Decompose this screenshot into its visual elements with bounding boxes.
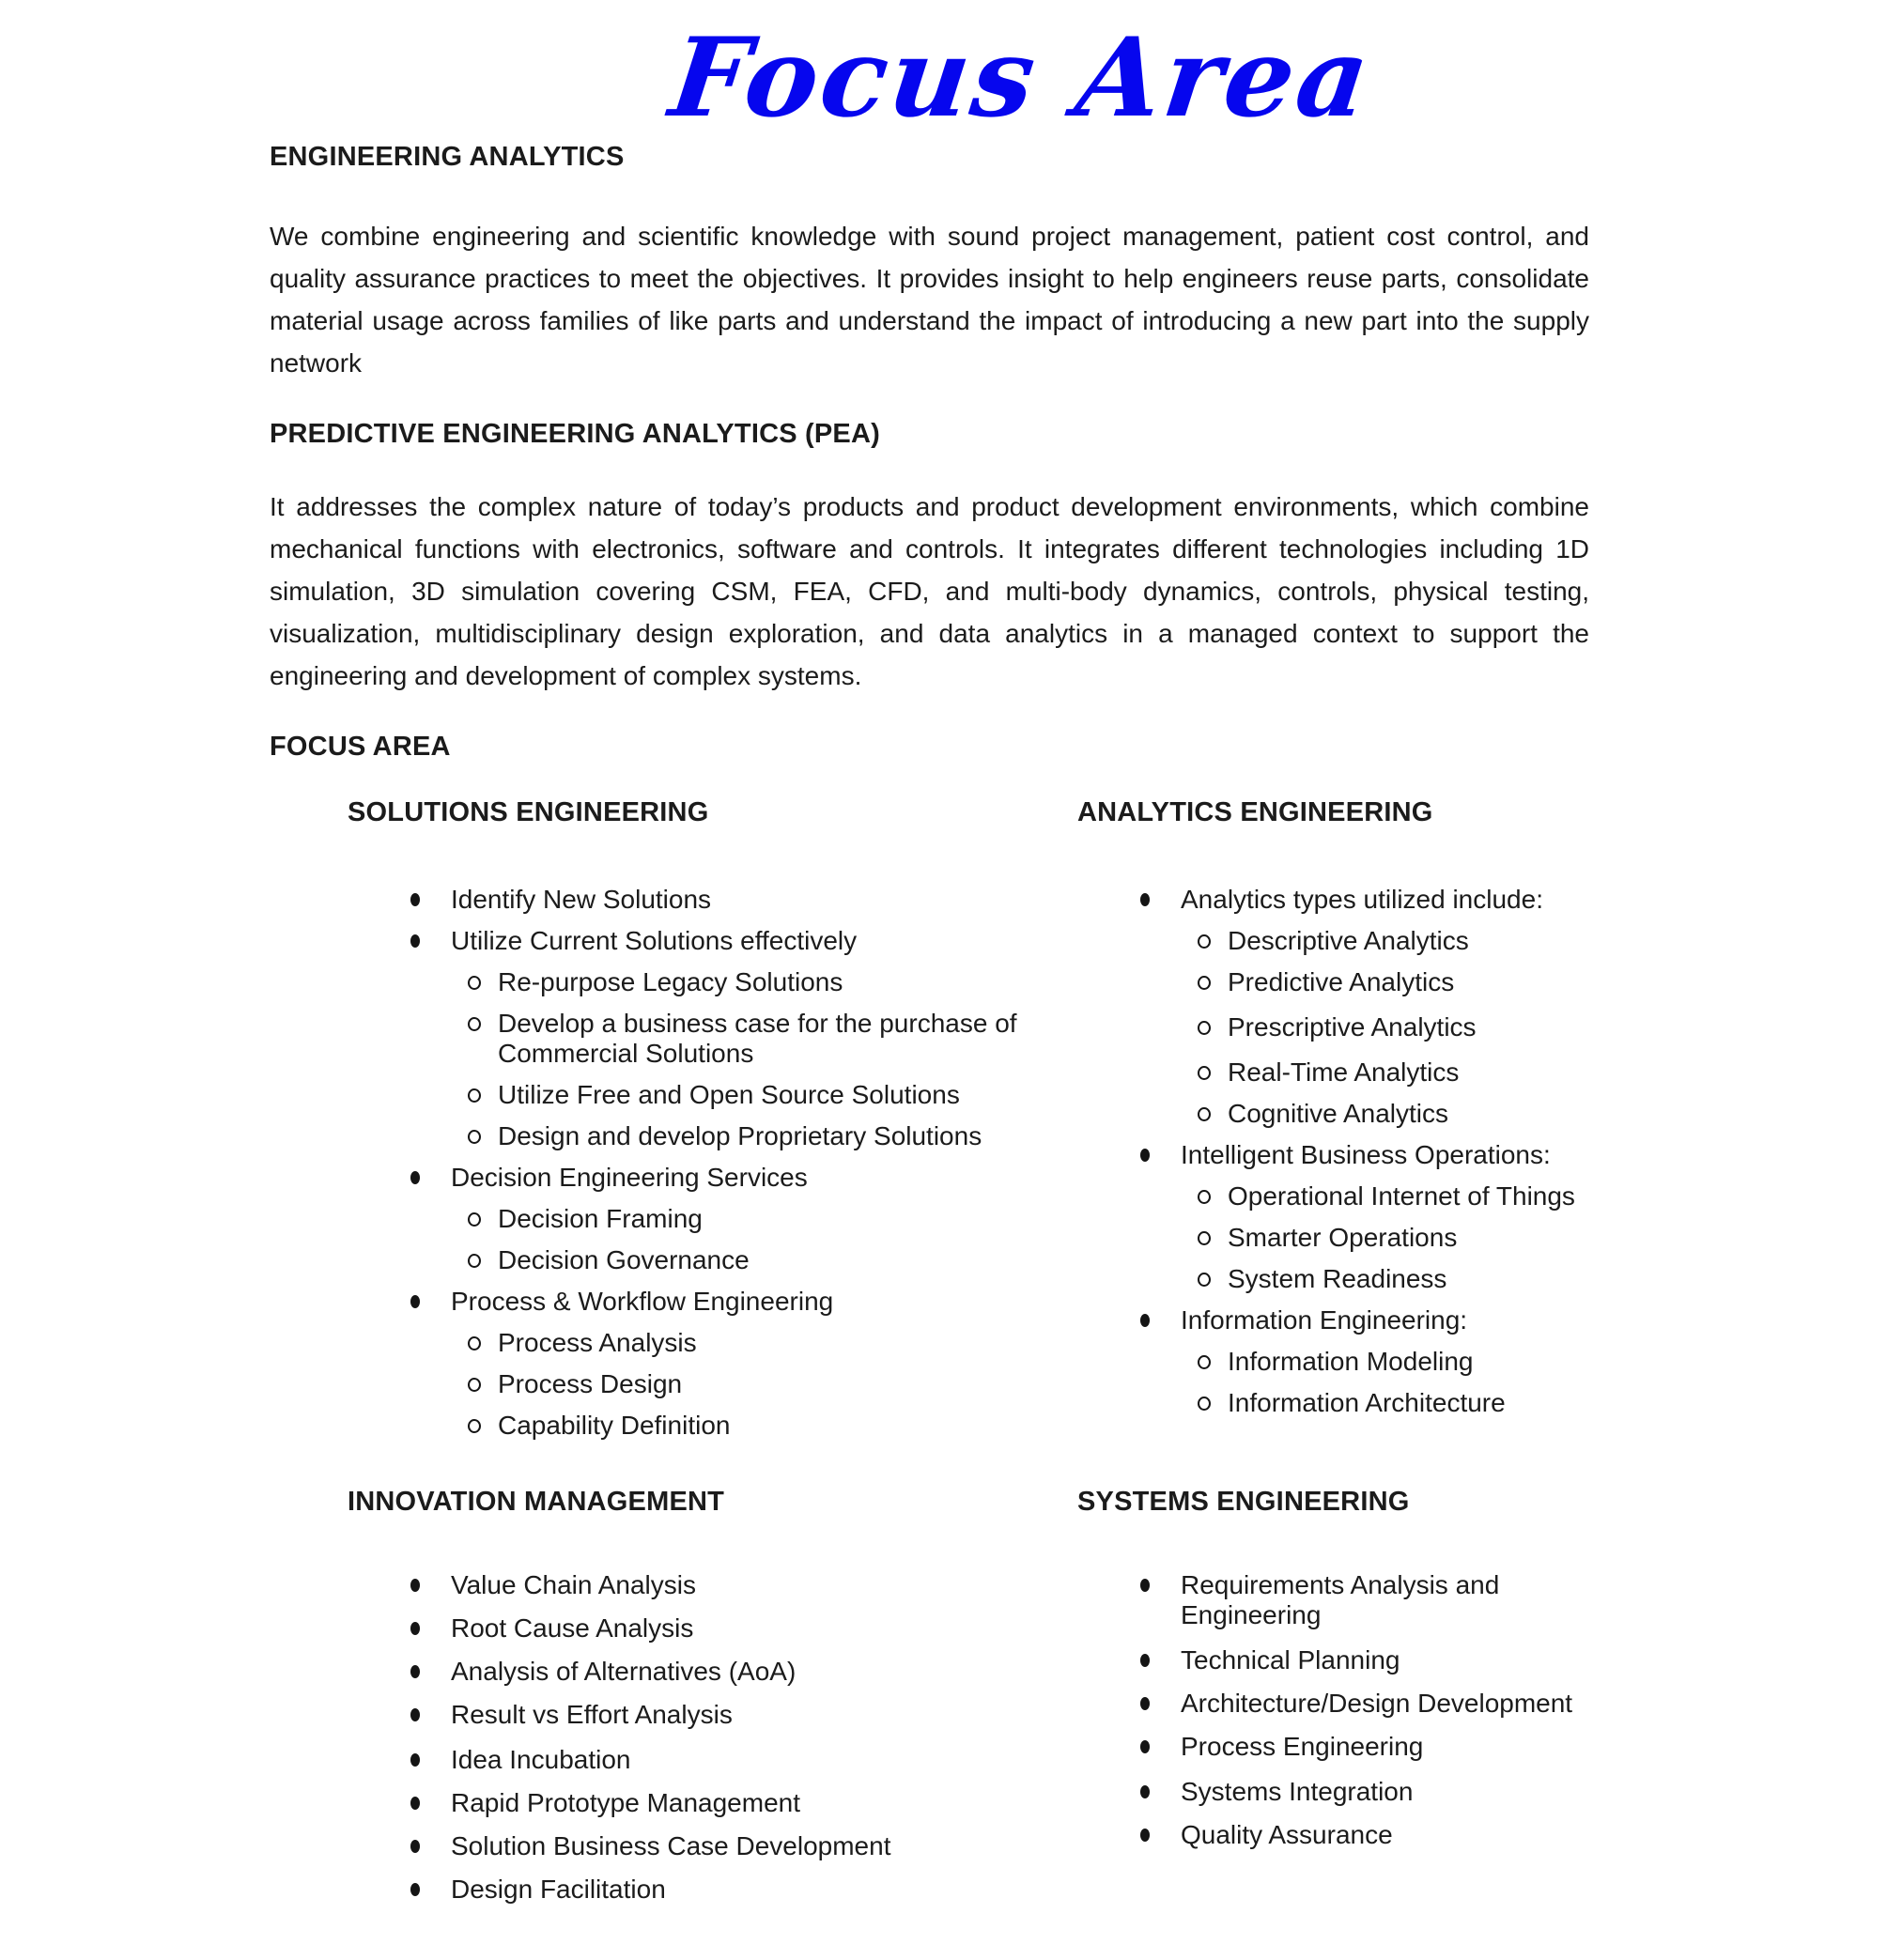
circle-bullet-icon — [1198, 1273, 1211, 1287]
circle-bullet-icon — [468, 1419, 481, 1433]
bullet-icon — [1140, 1829, 1150, 1842]
circle-bullet-icon — [1198, 1355, 1211, 1369]
heading-systems-engineering: SYSTEMS ENGINEERING — [1077, 1487, 1410, 1517]
list-item-text: Design and develop Proprietary Solutions — [498, 1121, 982, 1150]
bullet-icon — [410, 1665, 420, 1678]
list-item-text: Descriptive Analytics — [1228, 926, 1469, 955]
list-item — [1077, 1012, 1744, 1042]
list-item — [1077, 926, 1744, 956]
circle-bullet-icon — [1198, 1021, 1211, 1035]
list-item — [348, 1788, 1077, 1818]
list-item-text: Intelligent Business Operations: — [1181, 1140, 1551, 1169]
list-item — [1077, 1181, 1744, 1211]
bullet-icon — [410, 1840, 420, 1853]
list-item-text: Rapid Prototype Management — [451, 1788, 800, 1817]
list-item-text: Develop a business case for the purchase of Commercial Solutions — [498, 1009, 1017, 1068]
list-item-text: System Readiness — [1228, 1264, 1447, 1293]
circle-bullet-icon — [1198, 934, 1211, 949]
heading-innovation-management: INNOVATION MANAGEMENT — [348, 1487, 725, 1517]
list-item-text: Information Modeling — [1228, 1347, 1474, 1376]
list-item — [348, 1657, 1077, 1687]
list-item-text: Process Design — [498, 1369, 683, 1398]
bullet-icon — [1140, 1697, 1150, 1710]
list-item — [1077, 1820, 1744, 1850]
circle-bullet-icon — [468, 1254, 481, 1268]
list-item-text: Prescriptive Analytics — [1228, 1012, 1477, 1042]
list-item — [348, 1328, 1077, 1358]
bullet-icon — [410, 1579, 420, 1592]
section-innovation-management — [270, 1459, 1077, 1923]
section-systems-engineering — [1077, 1459, 1744, 1923]
bullet-icon — [410, 934, 420, 948]
circle-bullet-icon — [468, 1336, 481, 1350]
section-solutions-engineering — [270, 796, 1077, 1459]
list-item-text: Systems Integration — [1181, 1777, 1414, 1806]
list-item — [1077, 1099, 1744, 1129]
list-item-text: Real-Time Analytics — [1228, 1057, 1460, 1087]
heading-predictive-engineering-analytics: PREDICTIVE ENGINEERING ANALYTICS (PEA) — [270, 419, 880, 449]
list-item-text: Re-purpose Legacy Solutions — [498, 967, 843, 996]
heading-solutions-engineering: SOLUTIONS ENGINEERING — [348, 797, 709, 827]
list-item — [348, 1831, 1077, 1861]
bullet-icon — [1140, 893, 1150, 906]
bullet-icon — [410, 1708, 420, 1721]
list-item — [348, 885, 1077, 915]
list-item — [1077, 1264, 1744, 1294]
bullet-icon — [410, 1753, 420, 1767]
circle-bullet-icon — [468, 976, 481, 990]
list-item-text: Identify New Solutions — [451, 885, 712, 914]
list-item — [1077, 1732, 1744, 1762]
bullet-icon — [410, 1622, 420, 1635]
list-item-text: Design Facilitation — [451, 1875, 666, 1904]
list-item-text: Cognitive Analytics — [1228, 1099, 1449, 1128]
bullet-icon — [410, 1171, 420, 1184]
list-item — [1077, 885, 1744, 915]
bullet-icon — [1140, 1654, 1150, 1667]
list-item-text: Value Chain Analysis — [451, 1570, 696, 1599]
list-item-text: Result vs Effort Analysis — [451, 1700, 733, 1729]
list-item — [348, 1204, 1077, 1234]
list-item — [1077, 1347, 1744, 1377]
list-item — [348, 1163, 1077, 1193]
list-item — [348, 1009, 1077, 1069]
bullet-icon — [410, 1295, 420, 1308]
list-item — [1077, 1689, 1744, 1719]
bullet-icon — [410, 1797, 420, 1810]
list-item — [348, 1570, 1077, 1600]
list-item — [1077, 967, 1744, 997]
list-item — [348, 1080, 1077, 1110]
list-item-text: Operational Internet of Things — [1228, 1181, 1575, 1211]
list-item-text: Decision Engineering Services — [451, 1163, 808, 1192]
list-item-text: Utilize Free and Open Source Solutions — [498, 1080, 960, 1109]
list-item-text: Analytics types utilized include: — [1181, 885, 1543, 914]
innovation-management-list — [348, 1570, 1077, 1905]
circle-bullet-icon — [1198, 976, 1211, 990]
list-item — [348, 1369, 1077, 1399]
analytics-engineering-list — [1077, 885, 1744, 1418]
list-item — [348, 1411, 1077, 1441]
list-item — [1077, 1570, 1744, 1630]
list-item-text: Utilize Current Solutions effectively — [451, 926, 858, 955]
list-item-text: Analysis of Alternatives (AoA) — [451, 1657, 797, 1686]
list-item-text: Quality Assurance — [1181, 1820, 1393, 1849]
list-item — [348, 1700, 1077, 1730]
bullet-icon — [1140, 1314, 1150, 1327]
list-item-text: Solution Business Case Development — [451, 1831, 891, 1860]
bullet-icon — [1140, 1740, 1150, 1753]
bullet-icon — [1140, 1785, 1150, 1798]
list-item — [348, 1245, 1077, 1275]
paragraph-predictive-engineering-analytics: It addresses the complex nature of today’s products and product development environments, which combine mechanical functions with electronics, software and controls. It integrates different technologies including 1D simulation, 3D simulation covering CSM, FEA, CFD, and multi-body dynamics, controls, physical testing, visualization, multidisciplinary design exploration, and data analytics in a managed context to support the engineering and development of complex systems. — [270, 492, 1589, 690]
list-item — [1077, 1305, 1744, 1335]
list-item-text: Process Analysis — [498, 1328, 697, 1357]
focus-area-columns — [270, 796, 1744, 1923]
list-item — [348, 967, 1077, 997]
list-item — [348, 1121, 1077, 1151]
list-item — [348, 1287, 1077, 1317]
list-item — [1077, 1057, 1744, 1088]
list-item — [1077, 1388, 1744, 1418]
list-item — [348, 926, 1077, 956]
list-item — [1077, 1777, 1744, 1807]
circle-bullet-icon — [468, 1130, 481, 1144]
circle-bullet-icon — [1198, 1190, 1211, 1204]
list-item-text: Predictive Analytics — [1228, 967, 1455, 996]
bullet-icon — [410, 893, 420, 906]
circle-bullet-icon — [468, 1088, 481, 1103]
list-item — [1077, 1223, 1744, 1253]
circle-bullet-icon — [468, 1017, 481, 1031]
circle-bullet-icon — [468, 1378, 481, 1392]
list-item-text: Process & Workflow Engineering — [451, 1287, 834, 1316]
bullet-icon — [410, 1883, 420, 1896]
section-analytics-engineering — [1077, 796, 1744, 1459]
list-item-text: Decision Governance — [498, 1245, 750, 1274]
systems-engineering-list — [1077, 1570, 1744, 1850]
list-item-text: Architecture/Design Development — [1181, 1689, 1573, 1718]
list-item — [1077, 1645, 1744, 1675]
list-item-text: Idea Incubation — [451, 1745, 631, 1774]
bullet-icon — [1140, 1579, 1150, 1592]
list-item-text: Capability Definition — [498, 1411, 731, 1440]
circle-bullet-icon — [1198, 1231, 1211, 1245]
circle-bullet-icon — [1198, 1107, 1211, 1121]
list-item — [348, 1613, 1077, 1644]
list-item-text: Smarter Operations — [1228, 1223, 1458, 1252]
bullet-icon — [1140, 1149, 1150, 1162]
list-item-text: Requirements Analysis and Engineering — [1181, 1570, 1500, 1629]
list-item — [348, 1875, 1077, 1905]
list-item-text: Process Engineering — [1181, 1732, 1424, 1761]
circle-bullet-icon — [468, 1212, 481, 1227]
heading-analytics-engineering: ANALYTICS ENGINEERING — [1077, 797, 1433, 827]
list-item-text: Technical Planning — [1181, 1645, 1400, 1674]
circle-bullet-icon — [1198, 1066, 1211, 1080]
list-item-text: Information Engineering: — [1181, 1305, 1468, 1335]
solutions-engineering-list — [348, 885, 1077, 1441]
list-item-text: Decision Framing — [498, 1204, 703, 1233]
script-title: Focus Area — [663, 14, 1379, 142]
paragraph-engineering-analytics: We combine engineering and scientific knowledge with sound project management, patient cost control, and quality assurance practices to meet the objectives. It provides insight to help engineers reuse parts, consolidate material usage across families of like parts and understand the impact of introducing a new part into the supply network — [270, 222, 1589, 378]
list-item — [348, 1745, 1077, 1775]
list-item-text: Information Architecture — [1228, 1388, 1506, 1417]
heading-engineering-analytics: ENGINEERING ANALYTICS — [270, 142, 625, 172]
list-item — [1077, 1140, 1744, 1170]
circle-bullet-icon — [1198, 1397, 1211, 1411]
heading-focus-area: FOCUS AREA — [270, 732, 451, 762]
list-item-text: Root Cause Analysis — [451, 1613, 694, 1643]
